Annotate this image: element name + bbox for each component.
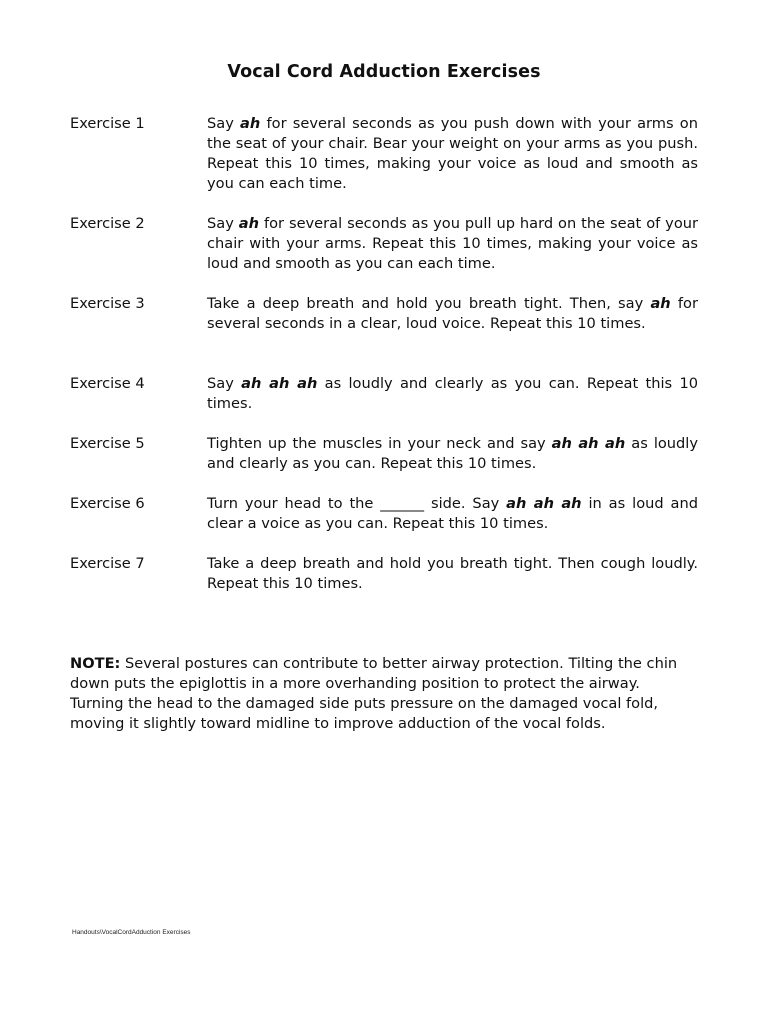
text-run: Take a deep breath and hold you breath tight. Then, say (207, 295, 651, 312)
exercise-text (207, 494, 698, 534)
note-paragraph (70, 654, 690, 734)
exercise-text (207, 294, 698, 334)
exercise-text (207, 374, 698, 414)
exercise-label: Exercise 3 (70, 295, 145, 312)
exercise-text (207, 434, 698, 474)
ah-emphasis: ah ah ah (506, 495, 582, 512)
ah-emphasis: ah (240, 115, 261, 132)
text-run: Say (207, 215, 239, 232)
text-run: Take a deep breath and hold you breath tight. Then cough loudly. Repeat this 10 times. (207, 555, 698, 592)
text-run: Turn your head to the ______ side. Say (207, 495, 507, 512)
exercise-label: Exercise 1 (70, 115, 145, 132)
page-title: Vocal Cord Adduction Exercises (227, 62, 541, 82)
exercise-label: Exercise 6 (70, 495, 145, 512)
note-text: Several postures can contribute to better airway protection. Tilting the chin down puts the epiglottis in a more overhanding position to protect the airway. Turning the head to the damaged side puts pressure on the damaged vocal fold, moving it slightly toward midline to improve adduction of the vocal folds. (70, 655, 678, 732)
exercise-label: Exercise 5 (70, 435, 145, 452)
text-run: Say (207, 375, 242, 392)
ah-emphasis: ah ah ah (551, 435, 626, 452)
text-run: for several seconds in a clear, loud voice. Repeat this 10 times. (207, 295, 698, 332)
ah-emphasis: ah ah ah (241, 375, 318, 392)
text-run: Tighten up the muscles in your neck and say (207, 435, 552, 452)
text-run: for several seconds as you pull up hard on the seat of your chair with your arms. Repeat this 10 times, making your voice as loud and smooth as you can each time. (207, 215, 699, 272)
exercise-text (207, 114, 698, 194)
exercise-text (207, 554, 698, 594)
text-run: as loudly and clearly as you can. Repeat this 10 times. (207, 435, 699, 472)
text-run: in as loud and clear a voice as you can. Repeat this 10 times. (207, 495, 698, 532)
exercise-label: Exercise 7 (70, 555, 145, 572)
exercise-label: Exercise 2 (70, 215, 145, 232)
exercise-label: Exercise 4 (70, 375, 145, 392)
text-run: as loudly and clearly as you can. Repeat this 10 times. (207, 375, 699, 412)
note-label: NOTE: (70, 655, 121, 672)
footer-path: Handouts\VocalCordAdduction Exercises (72, 929, 191, 936)
text-run: for several seconds as you push down with your arms on the seat of your chair. Bear your weight on your arms as you push. Repeat this 10 times, making your voice as loud and smooth as you can each time. (207, 115, 698, 192)
ah-emphasis: ah (650, 295, 671, 312)
exercise-text (207, 214, 698, 274)
ah-emphasis: ah (238, 215, 260, 232)
text-run: Say (207, 115, 241, 132)
